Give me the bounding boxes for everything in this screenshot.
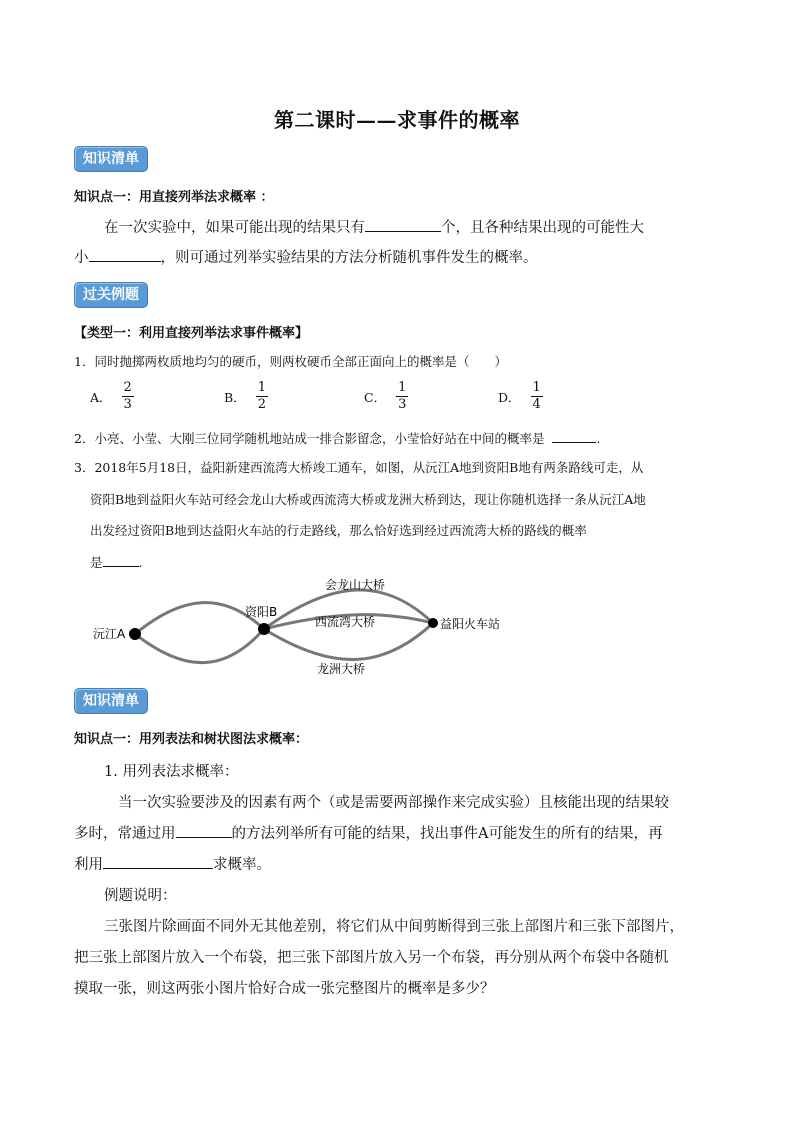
q1-option-d: [498, 380, 543, 413]
label-a: 沅江A: [93, 627, 126, 641]
kp2-title: 用列表法和树状图法求概率：: [139, 732, 309, 747]
fraction: [396, 380, 408, 413]
node-b: [258, 623, 270, 635]
kp1-line1-text-after: 个，且各种结果出现的可能性大: [441, 220, 644, 236]
kp2-para-1: 当一次实验要涉及的因素有两个（或是需要两部操作来完成实验）且核能出现的结果较: [118, 795, 669, 811]
kp1-line2-text: 小: [74, 250, 89, 266]
kp1-label: 知识点一：: [74, 190, 140, 205]
label-bridge-xiliuwan: 西流湾大桥: [315, 615, 376, 629]
knowledge-point-2-heading: [74, 728, 308, 747]
example-heading: 例题说明：: [104, 888, 177, 904]
route-lower-path: [135, 629, 264, 663]
q3-line-1: 3．2018年5月18日，益阳新建西流湾大桥竣工通车，如图，从沅江A地到资阳B地有两条路线可走，从: [74, 460, 644, 475]
question-1: 1．同时抛掷两枚质地均匀的硬币，则两枚硬币全部正面向上的概率是（ ）: [74, 354, 507, 369]
fill-blank[interactable]: [552, 428, 596, 443]
numerator: 2: [123, 380, 132, 395]
q3-line4-text: 是: [90, 555, 103, 570]
fill-blank[interactable]: [176, 823, 232, 838]
question-2: [74, 428, 600, 447]
kp1-line2-text-after: ，则可通过列举实验结果的方法分析随机事件发生的概率。: [160, 250, 538, 266]
kp1-tail: ：: [256, 190, 274, 205]
q2-text: 2．小亮、小莹、大刚三位同学随机地站成一排合影留念，小莹恰好站在中间的概率是: [74, 431, 545, 446]
section-badge-examples: 过关例题: [74, 282, 148, 308]
kp1-line-1: [104, 216, 644, 237]
section-badge-knowledge: 知识清单: [74, 146, 148, 172]
option-letter: B．: [224, 389, 246, 405]
example-line-2: 把三张上部图片放入一个布袋，把三张下部图片放入另一个布袋，再分别从两个布袋中各随机: [74, 950, 669, 966]
label-bridge-huilongshan: 会龙山大桥: [325, 578, 386, 592]
kp2-label: 知识点一：: [74, 732, 140, 747]
label-b: 资阳B: [245, 605, 278, 619]
q3-line4-tail: .: [138, 555, 143, 570]
numerator: 1: [532, 380, 541, 395]
denominator: 3: [123, 397, 132, 412]
type-heading: 【类型一：利用直接列举法求事件概率】: [74, 326, 309, 341]
fill-blank[interactable]: [89, 247, 161, 262]
numerator: 1: [257, 380, 266, 395]
section-badge-knowledge-2: 知识清单: [74, 688, 148, 714]
knowledge-point-1-heading: [74, 186, 274, 205]
fraction: [122, 380, 134, 413]
denominator: 4: [532, 397, 541, 412]
denominator: 3: [398, 397, 407, 412]
fill-blank[interactable]: [103, 854, 213, 869]
kp2-p3-text-after: 求概率。: [213, 857, 271, 873]
q1-option-a: [90, 380, 134, 413]
label-station: 益阳火车站: [440, 617, 501, 631]
q3-line-2: 资阳B地到益阳火车站可经会龙山大桥或西流湾大桥或龙洲大桥到达，现让你随机选择一条从沅江A地: [90, 492, 646, 507]
kp2-p2-text-after: 的方法列举所有可能的结果，找出事件A可能发生的所有的结果，再: [231, 826, 663, 842]
denominator: 2: [257, 397, 266, 412]
example-line-1: 三张图片除画面不同外无其他差别，将它们从中间剪断得到三张上部图片和三张下部图片，: [104, 919, 684, 935]
node-a: [129, 628, 141, 640]
kp1-line-2: [74, 246, 538, 267]
fraction: [531, 380, 543, 413]
kp2-p3-text: 利用: [74, 857, 103, 873]
q2-tail: .: [596, 431, 601, 446]
kp1-title: 用直接列举法求概率: [139, 190, 257, 205]
example-line-3: 摸取一张，则这两张小图片恰好合成一张完整图片的概率是多少？: [74, 981, 495, 997]
node-station: [428, 618, 438, 628]
label-bridge-longzhou: 龙洲大桥: [317, 662, 366, 676]
q1-option-c: [364, 380, 408, 413]
fill-blank[interactable]: [365, 217, 441, 232]
q3-line-4: [90, 552, 143, 571]
q3-line-3: 出发经过资阳B地到达益阳火车站的行走路线，那么恰好选到经过西流湾大桥的路线的概率: [90, 523, 587, 538]
numerator: 1: [398, 380, 407, 395]
kp2-para-2: [74, 822, 662, 843]
fraction: [256, 380, 268, 413]
page-title: 第二课时——求事件的概率: [274, 108, 520, 132]
kp2-sub-1: 1. 用列表法求概率：: [104, 764, 239, 780]
fill-blank[interactable]: [103, 552, 139, 567]
kp2-para-3: [74, 853, 271, 874]
kp2-p2-text: 多时，常通过用: [74, 826, 176, 842]
option-letter: A．: [90, 389, 112, 405]
option-letter: C．: [364, 389, 387, 405]
q1-option-b: [224, 380, 268, 413]
route-diagram: [85, 573, 515, 683]
option-letter: D．: [498, 389, 521, 405]
kp1-line1-text: 在一次实验中，如果可能出现的结果只有: [104, 220, 365, 236]
